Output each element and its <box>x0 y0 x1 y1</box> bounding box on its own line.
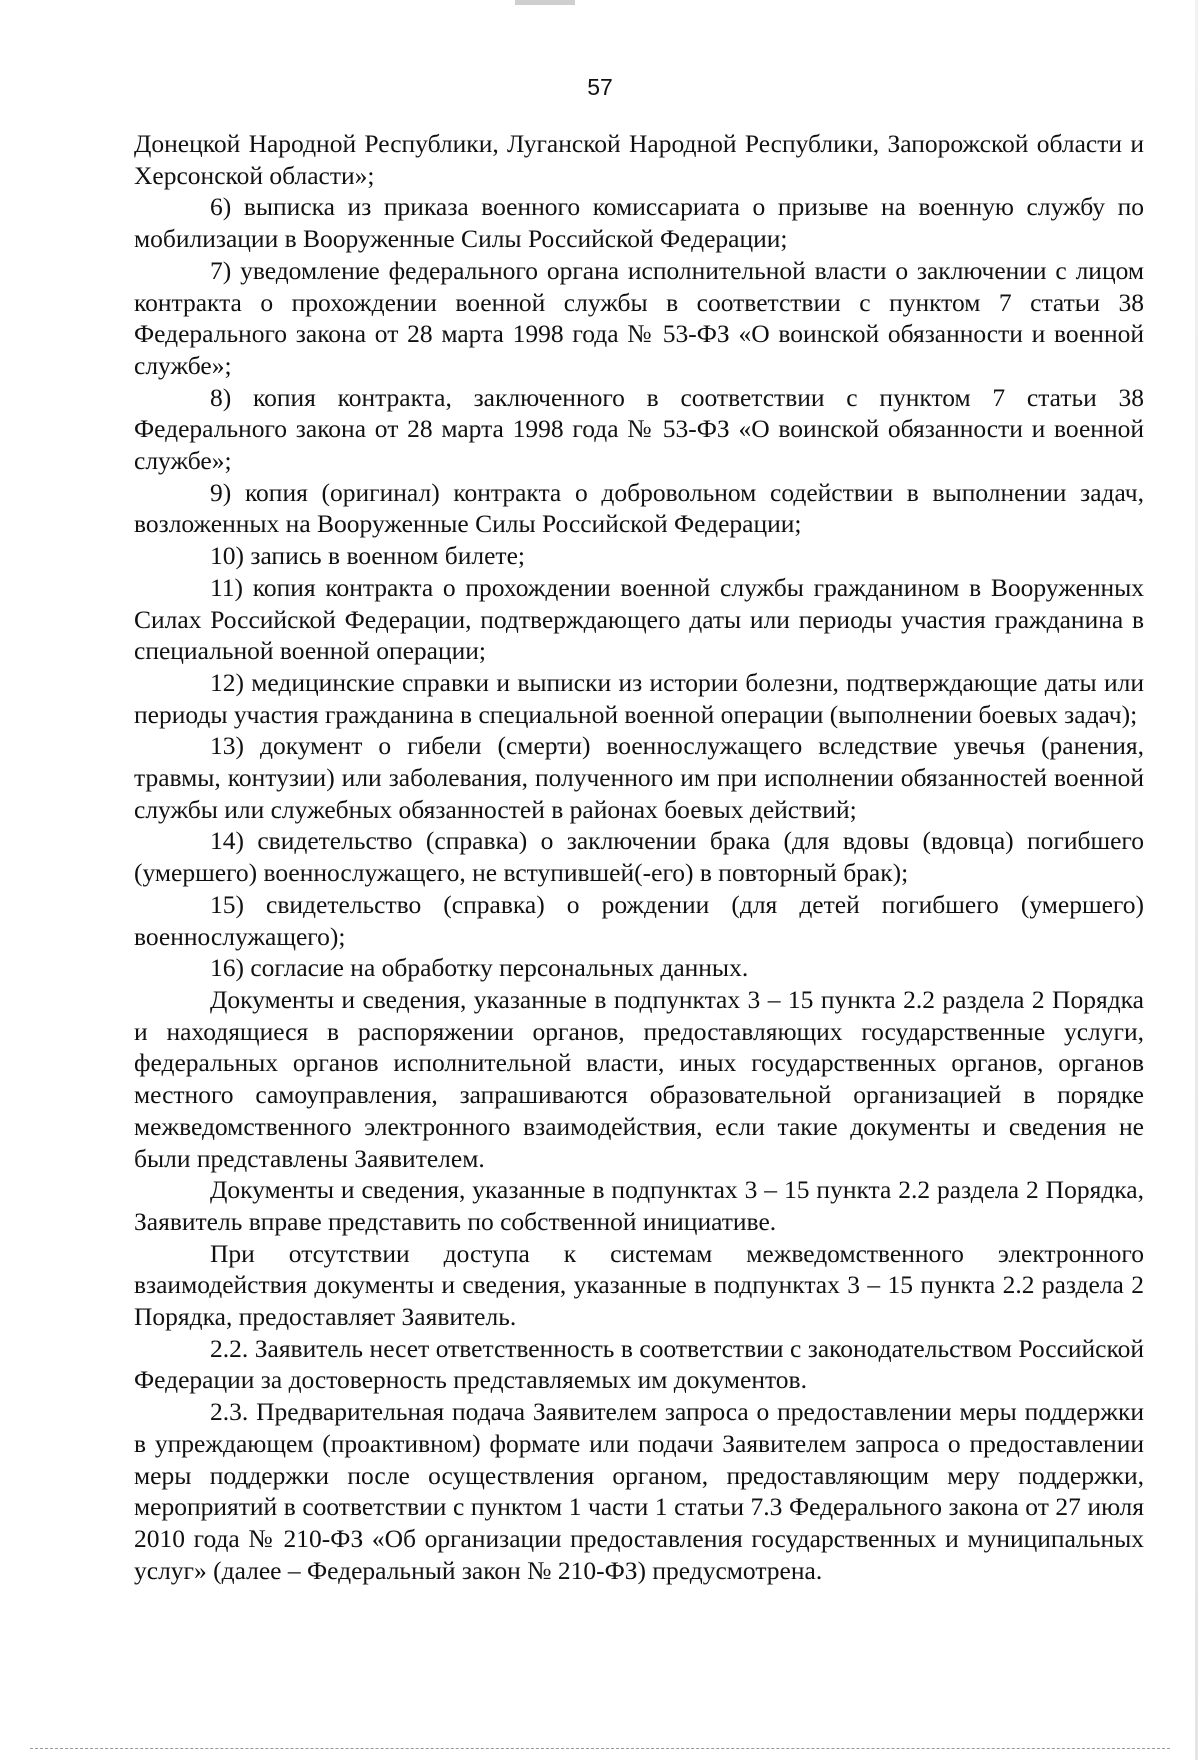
paragraph: 15) свидетельство (справка) о рождении (для детей погибшего (умершего) военнослужащего); <box>134 889 1144 951</box>
paragraph: 10) запись в военном билете; <box>210 541 525 571</box>
paragraph: 16) согласие на обработку персональных данных. <box>210 953 749 983</box>
scan-bottom-rule <box>30 1748 1170 1749</box>
page-number: 57 <box>587 74 613 100</box>
paragraph: 6) выписка из приказа военного комиссариата о призыве на военную службу по мобилизации в Вооруженные Силы Российской Федерации; <box>134 192 1144 254</box>
paragraph: 13) документ о гибели (смерти) военнослужащего вследствие увечья (ранения, травмы, контузии) или заболевания, полученного им при исполнении обязанностей военной службы или служебных обязанностей в районах боевых действий; <box>134 731 1144 824</box>
document-body <box>134 128 1144 1586</box>
paragraph: 8) копия контракта, заключенного в соответствии с пунктом 7 статьи 38 Федерального закона от 28 марта 1998 года № 53-ФЗ «О воинской обязанности и военной службе»; <box>134 382 1144 476</box>
paragraph: 2.3. Предварительная подача Заявителем запроса о предоставлении меры поддержки в упреждающем (проактивном) формате или подачи Заявителем запроса о предоставлении меры поддержки после осуществления органом, предоставляющим меру поддержки, мероприятий в соответствии с пунктом 1 части 1 статьи 7.3 Федерального закона от 27 июля 2010 года № 210-ФЗ «Об организации предоставления государственных и муниципальных услуг» (далее – Федеральный закон № 210-ФЗ) предусмотрена. <box>134 1397 1144 1585</box>
paragraph: 9) копия (оригинал) контракта о добровольном содействии в выполнении задач, возложенных на Вооруженные Силы Российской Федерации; <box>134 477 1144 539</box>
paragraph: Донецкой Народной Республики, Луганской Народной Республики, Запорожской области и Херсонской области»; <box>134 129 1144 190</box>
paragraph: При отсутствии доступа к системам межведомственного электронного взаимодействия документы и сведения, указанные в подпунктах 3 – 15 пункта 2.2 раздела 2 Порядка, предоставляет Заявитель. <box>134 1238 1144 1332</box>
paragraph: 7) уведомление федерального органа исполнительной власти о заключении с лицом контракта о прохождении военной службы в соответствии с пунктом 7 статьи 38 Федерального закона от 28 марта 1998 года № 53-ФЗ «О воинской обязанности и военной службе»; <box>134 255 1144 380</box>
paragraph: 2.2. Заявитель несет ответственность в соответствии с законодательством Российской Федерации за достоверность представляемых им документов. <box>134 1333 1144 1395</box>
paragraph: 14) свидетельство (справка) о заключении брака (для вдовы (вдовца) погибшего (умершего) военнослужащего, не вступившей(-его) в повторный брак); <box>134 826 1144 888</box>
paragraph: 11) копия контракта о прохождении военной службы гражданином в Вооруженных Силах Российской Федерации, подтверждающего даты или периоды участия гражданина в специальной военной операции; <box>134 572 1144 666</box>
scan-edge <box>1195 0 1198 1760</box>
paragraph: Документы и сведения, указанные в подпунктах 3 – 15 пункта 2.2 раздела 2 Порядка, Заявитель вправе представить по собственной инициативе. <box>134 1175 1144 1236</box>
paragraph: Документы и сведения, указанные в подпунктах 3 – 15 пункта 2.2 раздела 2 Порядка и находящиеся в распоряжении органов, предоставляющих государственные услуги, федеральных органов исполнительной власти, иных государственных органов, органов местного самоуправления, запрашиваются образовательной организацией в порядке межведомственного электронного взаимодействия, если такие документы и сведения не были представлены Заявителем. <box>134 984 1144 1173</box>
paragraph: 12) медицинские справки и выписки из истории болезни, подтверждающие даты или периоды участия гражданина в специальной военной операции (выполнении боевых задач); <box>134 667 1144 729</box>
scan-mark <box>515 0 575 5</box>
